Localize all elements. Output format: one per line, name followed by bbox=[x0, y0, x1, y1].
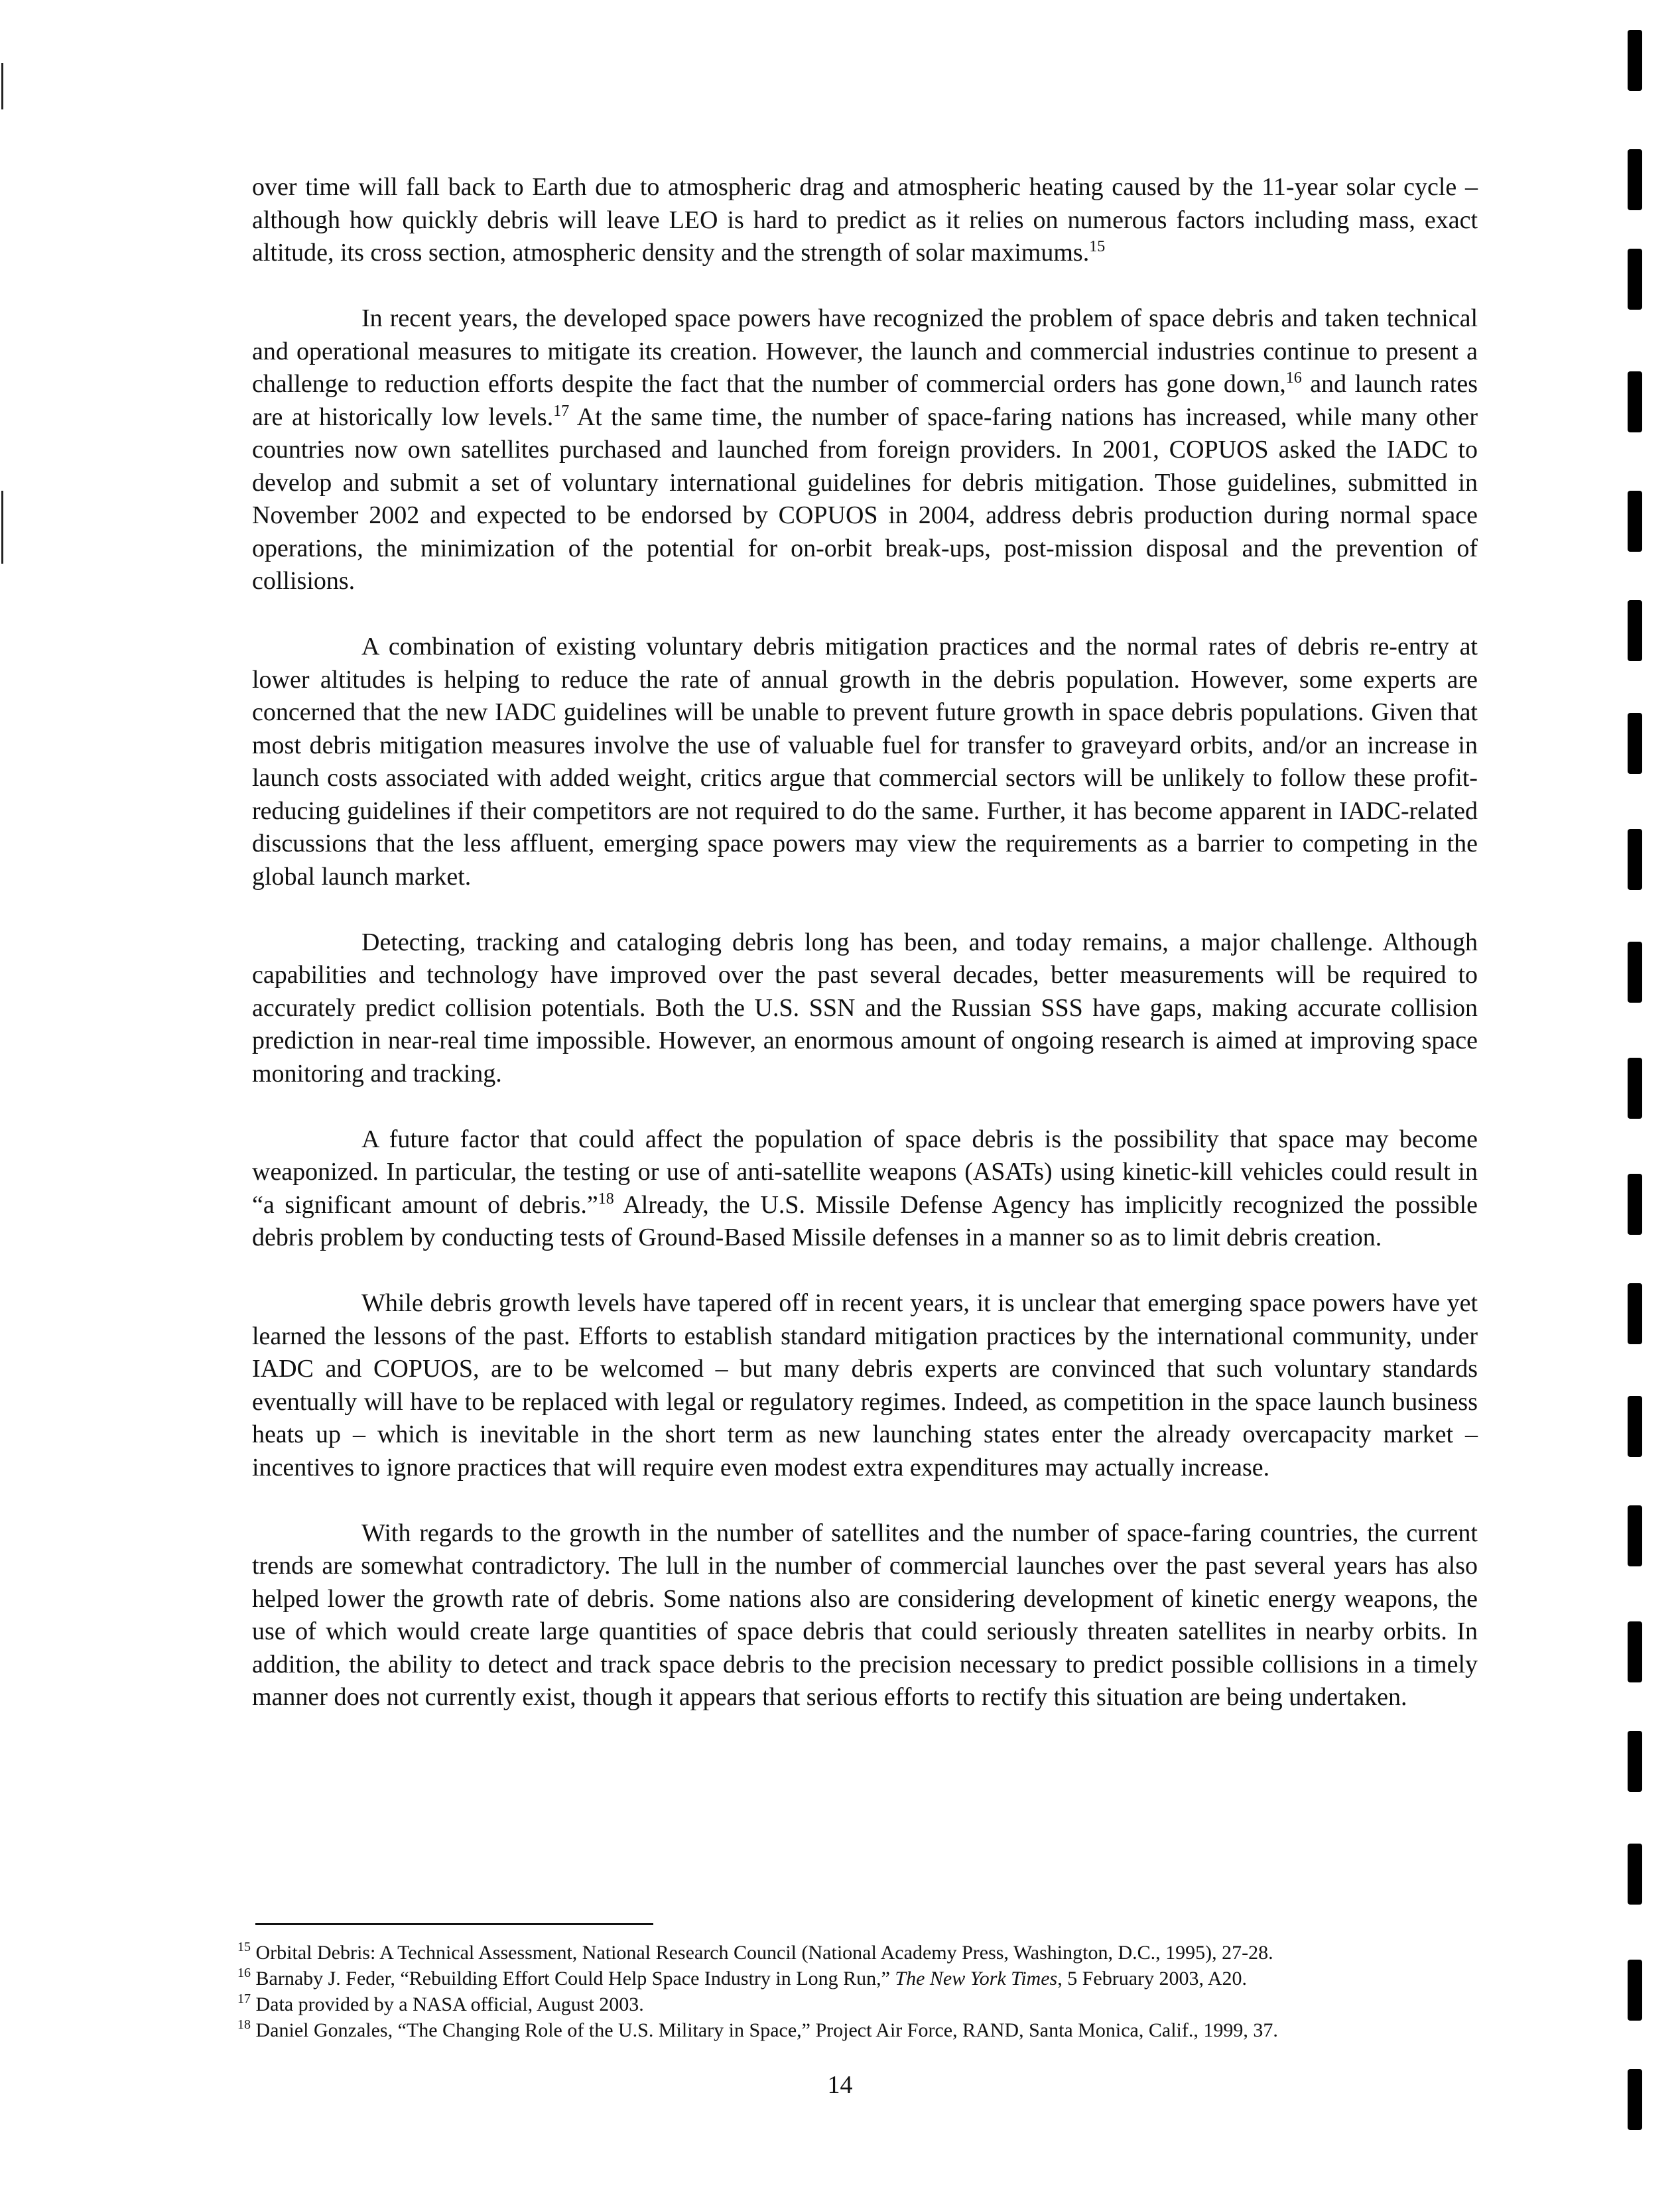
binding-mark bbox=[1628, 1731, 1642, 1792]
paragraph: While debris growth levels have tapered off in recent years, it is unclear that emerging space powers have yet learned the lessons of the past. Efforts to establish standard mitigation practices by the international community, under IADC and COPUOS, are to be welcomed – but many debris experts are convinced that such voluntary standards eventually will have to be replaced with legal or regulatory regimes. Indeed, as competition in the space launch business heats up – which is inevitable in the short term as new launching states enter the already overcapacity market – incentives to ignore practices that will require even modest extra expenditures may actually increase. bbox=[252, 1289, 1478, 1481]
paragraph: over time will fall back to Earth due to atmospheric drag and atmospheric heating caused by the 11-year solar cycle – although how quickly debris will leave LEO is hard to predict as it relies on numerous factors including mass, exact altitude, its cross section, atmospheric density and the strength of solar maximums.$^{15}$ bbox=[252, 173, 1478, 267]
binding-mark bbox=[1628, 1960, 1642, 2021]
footnote: $^{16}$ Barnaby J. Feder, “Rebuilding Effort Could Help Space Industry in Long Run,” The New York Times, 5 February 2003, A20. bbox=[237, 1966, 1248, 1989]
binding-mark bbox=[1628, 371, 1642, 432]
binding-mark bbox=[1628, 600, 1642, 661]
binding-mark bbox=[1628, 829, 1642, 890]
footnote-ref: 16 bbox=[1285, 369, 1302, 387]
binding-marks bbox=[1624, 0, 1650, 2205]
binding-mark bbox=[1628, 249, 1642, 310]
binding-mark bbox=[1628, 149, 1642, 210]
scan-artifact-line bbox=[1, 63, 3, 109]
footnote: $^{18}$ Daniel Gonzales, “The Changing Role of the U.S. Military in Space,” Project Air Force, RAND, Santa Monica, Calif., 1999, 37. bbox=[237, 2017, 1278, 2041]
binding-mark bbox=[1628, 1844, 1642, 1905]
footnote-ref: 17 bbox=[553, 402, 570, 420]
scan-artifact-line bbox=[1, 491, 3, 564]
footnote-ref: 15 bbox=[1089, 238, 1106, 255]
binding-mark bbox=[1628, 30, 1642, 91]
binding-mark bbox=[1628, 2069, 1642, 2130]
footnotes bbox=[237, 1940, 1484, 2043]
footnote-divider bbox=[255, 1923, 653, 1925]
binding-mark bbox=[1628, 1174, 1642, 1235]
body-text bbox=[252, 171, 1478, 1747]
footnote: $^{15}$ Orbital Debris: A Technical Assessment, National Research Council (National Academy Press, Washington, D.C., 1995), 27-28. bbox=[237, 1940, 1273, 1964]
binding-mark bbox=[1628, 1505, 1642, 1566]
page-number: 14 bbox=[827, 2071, 853, 2099]
footnote-ref: 18 bbox=[598, 1190, 614, 1208]
paragraph: Detecting, tracking and cataloging debris long has been, and today remains, a major challenge. Although capabilities and technology have improved over the past several decades, better measurements will be required to accurately predict collision potentials. Both the U.S. SSN and the Russian SSS have gaps, making accurate collision prediction in near-real time impossible. However, an enormous amount of ongoing research is aimed at improving space monitoring and tracking. bbox=[252, 928, 1478, 1088]
paragraph: A future factor that could affect the population of space debris is the possibility that space may become weaponized. In particular, the testing or use of anti-satellite weapons (ASATs) using kinetic-kill vehicles could result in “a significant amount of debris.”$^{18}$ Already, the U.S. Missile Defense Agency has implicitly recognized the possible debris problem by conducting tests of Ground-Based Missile defenses in a manner so as to limit debris creation. bbox=[252, 1125, 1478, 1251]
binding-mark bbox=[1628, 942, 1642, 1003]
binding-mark bbox=[1628, 1283, 1642, 1344]
paragraph: A combination of existing voluntary debris mitigation practices and the normal rates of debris re-entry at lower altitudes is helping to reduce the rate of annual growth in the debris population. However, some experts are concerned that the new IADC guidelines will be unable to prevent future growth in space debris populations. Given that most debris mitigation measures involve the use of valuable fuel for transfer to graveyard orbits, and/or an increase in launch costs associated with added weight, critics argue that commercial sectors will be unlikely to follow these profit-reducing guidelines if their competitors are not required to do the same. Further, it has become apparent in IADC-related discussions that the less affluent, emerging space powers may view the requirements as a barrier to competing in the global launch market. bbox=[252, 633, 1478, 891]
binding-mark bbox=[1628, 491, 1642, 552]
paragraph: In recent years, the developed space powers have recognized the problem of space debris and taken technical and operational measures to mitigate its creation. However, the launch and commercial industries continue to present a challenge to reduction efforts despite the fact that the number of commercial orders has gone down,$^{16}$ and launch rates are at historically low levels.$^{17}$ At the same time, the number of space-faring nations has increased, while many other countries now own satellites purchased and launched from foreign providers. In 2001, COPUOS asked the IADC to develop and submit a set of voluntary international guidelines for debris mitigation. Those guidelines, submitted in November 2002 and expected to be endorsed by COPUOS in 2004, address debris production during normal space operations, the minimization of the potential for on-orbit break-ups, post-mission disposal and the prevention of collisions. bbox=[252, 304, 1478, 595]
binding-mark bbox=[1628, 1058, 1642, 1119]
binding-mark bbox=[1628, 1621, 1642, 1682]
binding-mark bbox=[1628, 1396, 1642, 1457]
paragraph: With regards to the growth in the number of satellites and the number of space-faring countries, the current trends are somewhat contradictory. The lull in the number of commercial launches over the past several years has also helped lower the growth rate of debris. Some nations also are considering development of kinetic energy weapons, the use of which would create large quantities of space debris that could seriously threaten satellites in nearby orbits. In addition, the ability to detect and track space debris to the precision necessary to predict possible collisions in a timely manner does not currently exist, though it appears that serious efforts to rectify this situation are being undertaken. bbox=[252, 1519, 1478, 1711]
footnote: $^{17}$ Data provided by a NASA official, August 2003. bbox=[237, 1991, 644, 2015]
binding-mark bbox=[1628, 713, 1642, 774]
